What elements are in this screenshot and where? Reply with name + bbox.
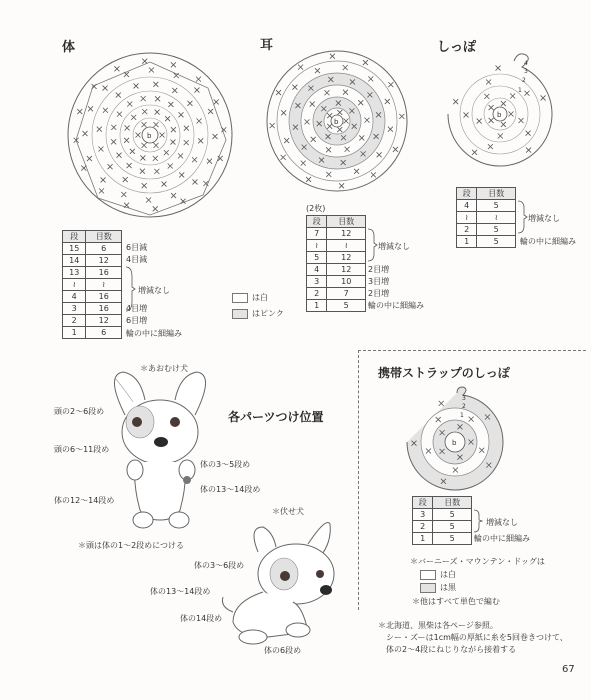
row-cell: 3: [307, 276, 327, 288]
stitch-mark: [292, 85, 297, 90]
row-cell: 2: [63, 315, 86, 327]
part-position-label: 体の6段め: [264, 646, 302, 655]
row-cell: 14: [63, 255, 86, 267]
row-cell: 1: [457, 236, 477, 248]
stitch-mark: [121, 192, 126, 197]
row-cell: 13: [63, 267, 86, 279]
stitch-mark: [192, 157, 197, 162]
stitch-mark: [439, 401, 444, 406]
stitch-mark: [368, 76, 373, 81]
row-cell: 2: [307, 288, 327, 300]
stitch-mark: [385, 99, 390, 104]
row-cell: 1: [307, 300, 327, 312]
stitch-mark: [168, 102, 173, 107]
stitch-mark: [111, 125, 116, 130]
footer-note: 体の2〜4段にねじりながら接着する: [386, 645, 517, 654]
white-swatch: [420, 570, 436, 580]
tail-crochet-diagram: [440, 52, 560, 177]
table-row: [307, 252, 366, 264]
svg-text:b: b: [497, 111, 502, 119]
stitch-mark: [103, 86, 108, 91]
stitch-mark: [153, 156, 158, 161]
table-row: [63, 279, 122, 291]
count-cell: 12: [327, 252, 366, 264]
part-position-label: 頭の6〜11段め: [54, 445, 110, 454]
strap-tail-crochet-diagram: [400, 384, 510, 494]
table-row: [63, 303, 122, 315]
stitch-mark: [453, 99, 458, 104]
stitch-mark: [87, 156, 92, 161]
stitch-mark: [153, 206, 158, 211]
row-note: 6目増: [126, 316, 148, 326]
tail-title: しっぽ: [437, 40, 477, 55]
stitch-mark: [339, 183, 344, 188]
svg-text:2: 2: [522, 77, 526, 84]
stitch-mark: [524, 91, 529, 96]
footer-note: シー・ズーは1cm幅の厚紙に糸を5回巻きつけて、: [386, 633, 568, 642]
stitch-mark: [276, 90, 281, 95]
stitch-mark: [83, 131, 88, 136]
others-note: ＊他はすべて単色で編む: [412, 597, 500, 606]
tail-brace-note: 増減なし: [528, 214, 560, 223]
svg-text:3: 3: [462, 395, 466, 402]
stitch-mark: [171, 193, 176, 198]
svg-text:1: 1: [518, 87, 522, 94]
body-title: 体: [62, 40, 76, 55]
row-note: 2目増: [368, 289, 390, 299]
part-position-label: 体の13〜14段め: [200, 485, 261, 494]
stitch-mark: [142, 59, 147, 64]
table-row: [457, 224, 516, 236]
count-cell: 5: [433, 533, 472, 545]
stitch-mark: [125, 125, 130, 130]
col-header-row: 段: [457, 188, 477, 200]
legend-white: [232, 292, 268, 303]
legend-white-label: は白: [252, 293, 268, 302]
col-header-row: 段: [413, 497, 433, 509]
stitch-mark: [142, 183, 147, 188]
stitch-mark: [140, 155, 145, 160]
table-row: [307, 300, 366, 312]
stitch-mark: [388, 127, 393, 132]
row-cell: 1: [413, 533, 433, 545]
stitch-mark: [168, 163, 173, 168]
dog1-name: ＊あおむけ犬: [140, 364, 188, 373]
count-cell: 16: [86, 291, 122, 303]
col-header-count: 目数: [433, 497, 472, 509]
stitch-mark: [509, 112, 514, 117]
count-cell: 5: [327, 300, 366, 312]
table-row: [307, 276, 366, 288]
strap-legend-white: [420, 569, 456, 580]
legend-pink: [232, 308, 284, 319]
dog1-note: ＊頭は体の1〜2段めにつける: [78, 541, 185, 550]
ear-quantity: (2枚): [306, 204, 326, 213]
stitch-mark: [184, 126, 189, 131]
row-cell: 4: [457, 200, 477, 212]
part-position-label: 体の14段め: [180, 614, 223, 623]
row-cell: ≀: [307, 240, 327, 252]
stitch-mark: [541, 95, 546, 100]
dog2-name: ＊伏せ犬: [272, 507, 304, 516]
stitch-mark: [198, 138, 203, 143]
col-header-row: 段: [307, 216, 327, 228]
stitch-mark: [153, 82, 158, 87]
black-swatch: [420, 583, 436, 593]
row-cell: 3: [413, 509, 433, 521]
stitch-mark: [343, 65, 348, 70]
ear-brace-note: 増減なし: [378, 242, 410, 251]
count-cell: 5: [433, 521, 472, 533]
stitch-mark: [187, 101, 192, 106]
row-note: 輪の中に細編み: [520, 236, 576, 246]
stitch-mark: [301, 161, 306, 166]
stitch-mark: [123, 177, 128, 182]
svg-text:2: 2: [462, 403, 466, 410]
stitch-mark: [77, 109, 82, 114]
stitch-mark: [281, 155, 286, 160]
stitch-mark: [131, 115, 136, 120]
stitch-mark: [142, 143, 147, 148]
white-swatch: [232, 293, 248, 303]
stitch-mark: [330, 54, 335, 59]
row-cell: 2: [413, 521, 433, 533]
stitch-mark: [136, 133, 141, 138]
row-note: 6目減: [126, 243, 148, 253]
count-cell: ≀: [86, 279, 122, 291]
count-cell: 16: [86, 303, 122, 315]
stitch-mark: [284, 138, 289, 143]
col-header-count: 目数: [86, 231, 122, 243]
count-cell: 6: [86, 243, 122, 255]
stitch-mark: [108, 164, 113, 169]
count-cell: 7: [327, 288, 366, 300]
ear-crochet-diagram: [262, 46, 412, 196]
table-row: [413, 509, 472, 521]
bernese-note: ＊バーニーズ・マウンテン・ドッグは: [410, 557, 545, 566]
stitch-mark: [124, 138, 129, 143]
table-row: [307, 288, 366, 300]
strap-black-label: は黒: [440, 583, 456, 592]
stitch-mark: [501, 122, 506, 127]
stitch-mark: [111, 139, 116, 144]
strap-white-label: は白: [440, 570, 456, 579]
stitch-mark: [164, 150, 169, 155]
stitch-mark: [98, 147, 103, 152]
stitch-mark: [354, 169, 359, 174]
count-cell: 12: [86, 255, 122, 267]
table-row: [63, 315, 122, 327]
stitch-mark: [496, 66, 501, 71]
stitch-mark: [154, 143, 159, 148]
stitch-mark: [489, 105, 494, 110]
row-note: 輪の中に細編み: [368, 301, 424, 311]
stitch-mark: [170, 140, 175, 145]
stitch-mark: [484, 94, 489, 99]
row-cell: 4: [63, 291, 86, 303]
dog2-illustration: [208, 512, 348, 662]
stitch-mark: [179, 172, 184, 177]
stitch-mark: [184, 140, 189, 145]
strap-brace-note: 増減なし: [486, 518, 518, 527]
row-cell: ≀: [63, 279, 86, 291]
table-row: [457, 236, 516, 248]
stitch-mark: [486, 79, 491, 84]
stitch-mark: [99, 188, 104, 193]
stitch-mark: [101, 177, 106, 182]
stitch-mark: [133, 83, 138, 88]
table-row: [457, 200, 516, 212]
stitch-mark: [162, 182, 167, 187]
stitch-mark: [97, 127, 102, 132]
stitch-mark: [489, 118, 494, 123]
legend-pink-label: はピンク: [252, 309, 284, 318]
table-row: [413, 521, 472, 533]
stitch-mark: [298, 65, 303, 70]
stitch-mark: [270, 123, 275, 128]
stitch-mark: [501, 101, 506, 106]
stitch-mark: [124, 72, 129, 77]
stitch-mark: [208, 109, 213, 114]
row-note: 4目増: [126, 304, 148, 314]
row-cell: 7: [307, 228, 327, 240]
stitch-mark: [117, 112, 122, 117]
stitch-mark: [306, 177, 311, 182]
stitch-mark: [172, 88, 177, 93]
stitch-mark: [363, 60, 368, 65]
stitch-mark: [315, 68, 320, 73]
part-position-label: 体の12〜14段め: [54, 496, 115, 505]
part-position-label: 体の13〜14段め: [150, 587, 211, 596]
count-cell: 5: [433, 509, 472, 521]
count-cell: ≀: [327, 240, 366, 252]
stitch-mark: [140, 169, 145, 174]
strap-tail-title: 携帯ストラップのしっぽ: [378, 366, 510, 380]
stitch-mark: [127, 102, 132, 107]
table-row: [63, 327, 122, 339]
body-brace: [126, 266, 136, 312]
stitch-mark: [171, 127, 176, 132]
stitch-mark: [92, 84, 97, 89]
parts-position-title: 各パーツつけ位置: [228, 410, 324, 424]
stitch-mark: [194, 88, 199, 93]
stitch-mark: [207, 159, 212, 164]
stitch-mark: [212, 134, 217, 139]
dog1-illustration: [105, 370, 215, 535]
stitch-mark: [165, 116, 170, 121]
section-divider-vertical: [358, 350, 359, 610]
stitch-mark: [154, 169, 159, 174]
stitch-mark: [81, 166, 86, 171]
row-note: 2目増: [368, 264, 390, 274]
row-cell: 5: [307, 252, 327, 264]
tail-brace: [518, 200, 528, 234]
stitch-mark: [477, 119, 482, 124]
stitch-mark: [116, 93, 121, 98]
col-header-count: 目数: [327, 216, 366, 228]
stitch-mark: [142, 109, 147, 114]
stitch-mark: [472, 150, 477, 155]
section-divider: [358, 350, 586, 351]
ear-brace: [368, 228, 378, 262]
stitch-mark: [160, 133, 165, 138]
svg-text:3: 3: [524, 68, 528, 75]
strap-legend-black: [420, 582, 456, 593]
stitch-mark: [155, 110, 160, 115]
stitch-mark: [130, 149, 135, 154]
col-header-count: 目数: [477, 188, 516, 200]
table-row: [307, 228, 366, 240]
stitch-mark: [197, 118, 202, 123]
stitch-mark: [103, 108, 108, 113]
stitch-mark: [519, 118, 524, 123]
stitch-mark: [326, 172, 331, 177]
stitch-mark: [526, 148, 531, 153]
stitch-mark: [192, 179, 197, 184]
stitch-mark: [142, 122, 147, 127]
col-header-row: 段: [63, 231, 86, 243]
tail-pattern-table: [456, 187, 516, 248]
count-cell: ≀: [477, 212, 516, 224]
svg-text:4: 4: [524, 60, 528, 67]
stitch-mark: [155, 96, 160, 101]
row-cell: 1: [63, 327, 86, 339]
svg-text:b: b: [334, 118, 339, 126]
footer-note: ＊北海道、黒柴は各ページ参照。: [378, 621, 498, 630]
table-row: [413, 533, 472, 545]
row-cell: 4: [307, 264, 327, 276]
page-number: 67: [562, 664, 575, 675]
row-cell: 15: [63, 243, 86, 255]
stitch-mark: [149, 68, 154, 73]
ear-pattern-table: [306, 215, 366, 312]
row-note: 輪の中に細編み: [474, 533, 530, 543]
count-cell: 5: [477, 200, 516, 212]
table-row: [63, 267, 122, 279]
stitch-mark: [464, 112, 469, 117]
stitch-mark: [196, 77, 201, 82]
stitch-mark: [281, 110, 286, 115]
strap-brace: [474, 509, 484, 533]
stitch-mark: [88, 106, 93, 111]
part-position-label: 体の3〜6段め: [194, 561, 245, 570]
table-row: [63, 255, 122, 267]
count-cell: 12: [327, 228, 366, 240]
stitch-mark: [178, 112, 183, 117]
stitch-mark: [371, 172, 376, 177]
body-brace-note: 増減なし: [138, 286, 170, 295]
stitch-mark: [178, 153, 183, 158]
stitch-mark: [154, 122, 159, 127]
stitch-mark: [377, 152, 382, 157]
table-row: [63, 243, 122, 255]
part-position-label: 頭の2〜6段め: [54, 407, 105, 416]
part-position-label: 体の3〜5段め: [200, 460, 251, 469]
count-cell: 5: [477, 236, 516, 248]
table-row: [63, 291, 122, 303]
stitch-mark: [393, 147, 398, 152]
svg-text:b: b: [147, 132, 152, 140]
stitch-mark: [127, 163, 132, 168]
svg-text:1: 1: [460, 412, 464, 419]
count-cell: 12: [86, 315, 122, 327]
stitch-mark: [526, 131, 531, 136]
table-row: [307, 264, 366, 276]
table-row: [307, 240, 366, 252]
body-crochet-diagram: [58, 50, 248, 225]
count-cell: 12: [327, 264, 366, 276]
stitch-mark: [141, 96, 146, 101]
stitch-mark: [117, 153, 122, 158]
row-cell: ≀: [457, 212, 477, 224]
row-cell: 2: [457, 224, 477, 236]
strap-tail-pattern-table: [412, 496, 472, 545]
stitch-mark: [488, 144, 493, 149]
count-cell: 6: [86, 327, 122, 339]
stitch-mark: [399, 114, 404, 119]
row-note: 輪の中に細編み: [126, 328, 182, 338]
row-note: 4目減: [126, 255, 148, 265]
stitch-mark: [388, 82, 393, 87]
stitch-mark: [214, 99, 219, 104]
stitch-mark: [510, 94, 515, 99]
count-cell: 5: [477, 224, 516, 236]
stitch-mark: [114, 66, 119, 71]
count-cell: 10: [327, 276, 366, 288]
svg-text:b: b: [452, 439, 457, 447]
count-cell: 16: [86, 267, 122, 279]
row-cell: 3: [63, 303, 86, 315]
stitch-mark: [171, 62, 176, 67]
stitch-mark: [146, 197, 151, 202]
row-note: 3目増: [368, 277, 390, 286]
body-pattern-table: [62, 230, 122, 339]
stitch-mark: [498, 133, 503, 138]
table-row: [457, 212, 516, 224]
ear-title: 耳: [260, 38, 274, 53]
pink-swatch: [232, 309, 248, 319]
